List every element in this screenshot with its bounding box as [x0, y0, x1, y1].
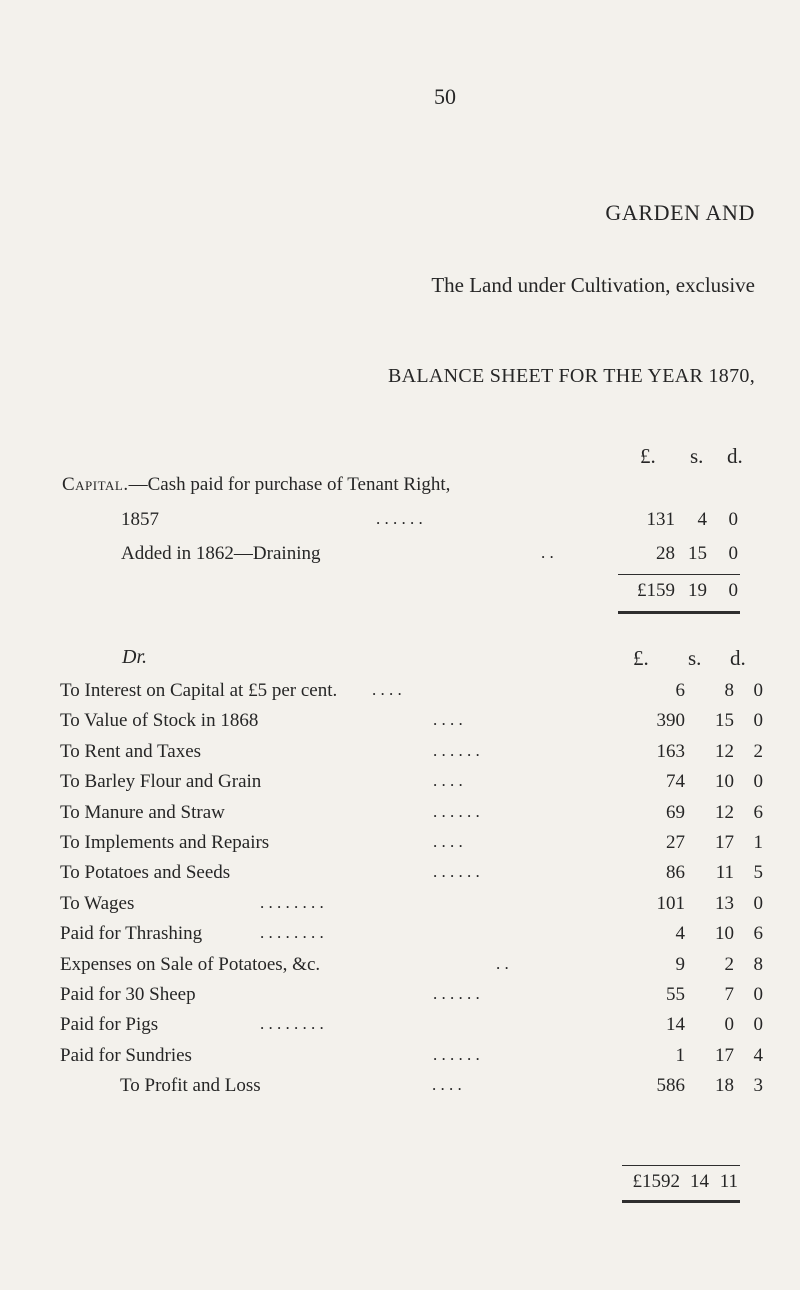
debit-row	[60, 740, 763, 769]
debit-row-dots: . . . . . .	[433, 801, 480, 821]
debit-pence-header: d.	[730, 646, 746, 670]
debit-row-pence: 0	[753, 680, 763, 701]
debit-row-shillings: 10	[715, 923, 734, 945]
page-number: 50	[434, 84, 456, 109]
debit-row-label: To Rent and Taxes	[60, 740, 202, 762]
debit-row-label: To Potatoes and Seeds	[60, 862, 231, 884]
debit-row-dots: . .	[496, 953, 509, 973]
debit-total-shillings: 14	[690, 1171, 709, 1192]
debit-row	[60, 892, 763, 921]
debit-row-label: To Implements and Repairs	[60, 832, 270, 853]
capital-label: Capital.	[62, 474, 129, 495]
debit-row	[60, 984, 763, 1012]
debit-row	[60, 710, 763, 738]
debit-row-shillings: 8	[724, 680, 734, 701]
debit-row-pence: 1	[753, 832, 763, 853]
capital-total-pounds: £159	[637, 580, 675, 601]
debit-row	[60, 862, 763, 890]
capital-line-2-pence: 0	[728, 509, 738, 530]
debit-row-shillings: 2	[724, 953, 734, 975]
capital-line-1-text: —Cash paid for purchase of Tenant Right,	[128, 474, 451, 495]
debit-row-pence: 2	[753, 740, 763, 762]
heading-balance-sheet: BALANCE SHEET FOR THE YEAR 1870,	[387, 365, 755, 387]
debit-subtotal-rule	[622, 1165, 740, 1166]
debit-row-shillings: 17	[715, 1044, 734, 1066]
capital-line-2-dots: . . . . . .	[376, 509, 423, 528]
debit-row-pence: 5	[753, 862, 763, 884]
debit-row-pounds: 163	[656, 740, 685, 762]
capital-line-3-pounds: 28	[656, 543, 675, 564]
debit-row-pence: 0	[753, 892, 763, 914]
debit-row-dots: . . . .	[432, 1075, 462, 1095]
debit-row-pounds: 14	[666, 1014, 685, 1036]
capital-line-3-shillings: 15	[688, 543, 707, 564]
debit-row-pounds: 390	[656, 710, 685, 732]
debit-row-pounds: 27	[666, 832, 685, 853]
capital-total-pence: 0	[728, 580, 738, 601]
capital-pence-header: d.	[727, 444, 743, 468]
debit-row-label: Expenses on Sale of Potatoes, &c.	[60, 953, 321, 975]
debit-row-pence: 0	[753, 984, 763, 1005]
capital-subtotal-rule	[618, 574, 740, 575]
debit-row-label: Paid for Thrashing	[60, 923, 203, 945]
debit-row	[60, 680, 763, 708]
debit-row-pence: 0	[753, 710, 763, 732]
capital-pounds-header: £.	[640, 444, 656, 468]
debit-row-pence: 4	[753, 1044, 763, 1066]
debit-row-dots: . . . .	[372, 680, 402, 699]
debit-row-label: To Profit and Loss	[120, 1075, 261, 1097]
debit-row	[60, 1044, 763, 1073]
debit-total-pence: 11	[719, 1171, 738, 1192]
capital-year: 1857	[121, 509, 159, 530]
debit-row	[60, 801, 763, 830]
debit-row-dots: . . . . . .	[433, 740, 480, 760]
debit-row-dots: . . . . . .	[433, 862, 480, 882]
capital-total-rule	[618, 611, 740, 614]
debit-row	[60, 953, 763, 982]
debit-row-shillings: 17	[715, 832, 734, 853]
capital-total-shillings: 19	[688, 580, 707, 601]
debit-shillings-header: s.	[688, 646, 702, 670]
debit-row-pounds: 55	[666, 984, 685, 1005]
debit-row-shillings: 13	[715, 892, 734, 914]
debit-row-shillings: 12	[715, 740, 734, 762]
debit-row-pence: 0	[753, 1014, 763, 1036]
debit-row	[60, 771, 763, 799]
capital-line-1	[62, 474, 450, 496]
debit-row-label: To Manure and Straw	[60, 801, 225, 823]
debit-row-dots: . . . . . .	[433, 984, 480, 1003]
debit-row-dots: . . . . . . . .	[260, 1014, 324, 1034]
debit-row-label: Paid for Sundries	[60, 1044, 192, 1066]
debit-row-pounds: 101	[656, 892, 685, 914]
debit-row	[60, 1014, 763, 1042]
debit-row	[60, 923, 763, 951]
debit-row-shillings: 18	[715, 1075, 734, 1097]
debit-total-rule	[622, 1200, 740, 1203]
debit-row-pence: 6	[753, 801, 763, 823]
debit-row-pence: 3	[753, 1075, 763, 1097]
capital-line-3: Added in 1862—Draining	[121, 543, 321, 564]
heading-subtitle: The Land under Cultivation, exclusive	[431, 273, 755, 297]
debit-row-dots: . . . . . . . .	[260, 892, 324, 912]
debit-row-shillings: 11	[715, 862, 734, 884]
debit-row-label: To Wages	[60, 892, 135, 914]
debit-row-label: To Barley Flour and Grain	[60, 771, 262, 793]
debit-row-pounds: 86	[666, 862, 685, 884]
debit-row-label: To Interest on Capital at £5 per cent.	[60, 680, 338, 701]
capital-line-3-dots: . .	[541, 543, 554, 562]
debit-total-pounds: £1592	[632, 1171, 680, 1192]
debit-row-label: To Value of Stock in 1868	[60, 710, 259, 732]
debit-row-shillings: 10	[715, 771, 734, 793]
capital-line-2-shillings: 4	[697, 509, 707, 530]
capital-line-2-pounds: 131	[646, 509, 675, 530]
debit-row-shillings: 15	[715, 710, 734, 732]
debit-row-dots: . . . .	[433, 832, 463, 851]
debit-row-pounds: 586	[656, 1075, 685, 1097]
debit-row-pence: 8	[753, 953, 763, 975]
debit-row-dots: . . . . . . . .	[260, 923, 324, 943]
debit-row-pounds: 4	[675, 923, 685, 945]
debit-row-dots: . . . .	[433, 771, 463, 791]
capital-line-3-pence: 0	[728, 543, 738, 564]
debit-row-label: Paid for Pigs	[60, 1014, 159, 1036]
debit-label: Dr.	[122, 646, 148, 668]
debit-row-pounds: 6	[675, 680, 685, 701]
debit-pounds-header: £.	[633, 646, 649, 670]
debit-row-pence: 0	[753, 771, 763, 793]
debit-row-pounds: 74	[666, 771, 685, 793]
debit-row-shillings: 0	[724, 1014, 734, 1036]
heading-garden: GARDEN AND	[605, 200, 755, 225]
debit-row-pounds: 1	[675, 1044, 685, 1066]
debit-row-dots: . . . . . .	[433, 1044, 480, 1064]
debit-row	[60, 832, 763, 860]
debit-row-pence: 6	[753, 923, 763, 945]
debit-row-pounds: 69	[666, 801, 685, 823]
debit-row-shillings: 7	[724, 984, 734, 1005]
debit-row	[60, 1075, 763, 1103]
debit-row-shillings: 12	[715, 801, 734, 823]
debit-row-dots: . . . .	[433, 710, 463, 730]
debit-row-pounds: 9	[675, 953, 685, 975]
capital-shillings-header: s.	[690, 444, 704, 468]
debit-row-label: Paid for 30 Sheep	[60, 984, 196, 1005]
